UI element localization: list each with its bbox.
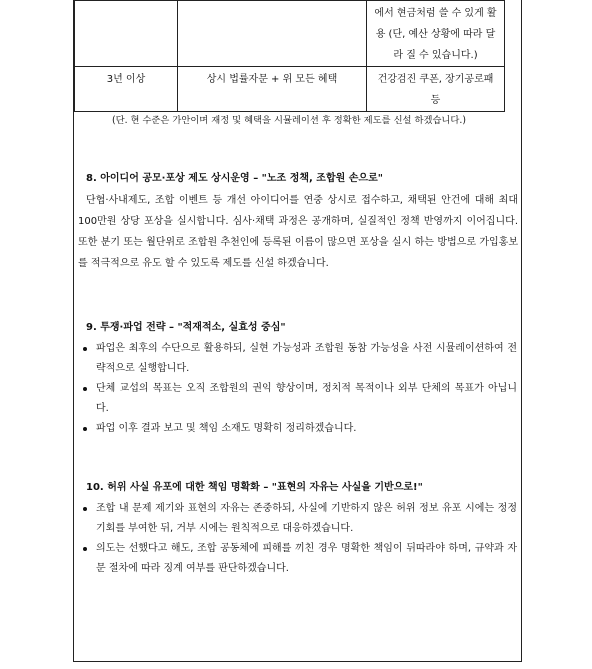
- table-cell-period: 3년 이상: [75, 67, 178, 112]
- table-cell-benefit: [178, 1, 367, 67]
- table-cell-period: [75, 1, 178, 67]
- section-8-title: 8. 아이디어 공모·포상 제도 상시운영 – "노조 정책, 조합원 손으로": [86, 173, 383, 184]
- list-item-text: 파업은 최후의 수단으로 활용하되, 실현 가능성과 조합원 동참 가능성을 사전 시뮬레이션하여 전략적으로 실행합니다.: [96, 343, 517, 374]
- table-cell-extra: 에서 현금처럼 쓸 수 있게 활용 (단, 예산 상황에 따라 달라 질 수 있습니다.): [367, 1, 505, 67]
- list-item: [74, 499, 519, 539]
- table-cell-benefit: 상시 법률자문 + 위 모든 혜택: [178, 67, 367, 112]
- document-page: [73, 0, 522, 662]
- bullet-icon: [83, 387, 87, 391]
- bullet-icon: [83, 427, 87, 431]
- list-item: [74, 419, 519, 439]
- list-item: [74, 339, 519, 379]
- table-cell-extra: 건강검진 쿠폰, 장기공로패등: [367, 67, 505, 112]
- list-item-text: 의도는 선했다고 해도, 조합 공동체에 피해를 끼친 경우 명확한 책임이 뒤따라야 하며, 규약과 자문 절차에 따라 징계 여부를 판단하겠습니다.: [96, 543, 517, 574]
- section-8-body: [78, 190, 518, 274]
- bullet-icon: [83, 507, 87, 511]
- section-10-title: 10. 허위 사실 유포에 대한 책임 명확화 – "표현의 자유는 사실을 기반으로!": [86, 482, 423, 493]
- list-item-text: 단체 교섭의 목표는 오직 조합원의 권익 향상이며, 정치적 목적이나 외부 단체의 목표가 아닙니다.: [96, 383, 517, 414]
- section-9-title: 9. 투쟁·파업 전략 – "적재적소, 실효성 중심": [86, 322, 286, 333]
- table-row: [75, 1, 505, 67]
- list-item: [74, 539, 519, 579]
- list-item-text: 파업 이후 결과 보고 및 책임 소재도 명확히 정리하겠습니다.: [96, 423, 357, 434]
- benefits-table: [74, 0, 505, 112]
- list-item: [74, 379, 519, 419]
- table-row: [75, 67, 505, 112]
- section-9-list: [74, 339, 519, 439]
- table-footnote: (단. 현 수준은 가안이며 재정 및 혜택을 시뮬레이션 후 정확한 제도를 신설 하겠습니다.): [112, 115, 466, 126]
- section-8-body-text: 단협·사내제도, 조합 이벤트 등 개선 아이디어를 연중 상시로 접수하고, 채택된 안건에 대해 최대 100만원 상당 포상을 실시합니다. 심사·채택 과정은 공개하며, 실질적인 정책 반영까지 이어집니다. 또한 분기 또는 월단위로 조합원 추천인에 등록된 이름이 많으면 포상을 실시 하는 방법으로 가입홍보를 적극적으로 유도 할 수 있도록 제도를 신설 하겠습니다.: [78, 195, 518, 269]
- bullet-icon: [83, 347, 87, 351]
- section-10-list: [74, 499, 519, 579]
- list-item-text: 조합 내 문제 제기와 표현의 자유는 존중하되, 사실에 기반하지 않은 허위 정보 유포 시에는 정정 기회를 부여한 뒤, 거부 시에는 원칙적으로 대응하겠습니다.: [96, 503, 517, 534]
- bullet-icon: [83, 547, 87, 551]
